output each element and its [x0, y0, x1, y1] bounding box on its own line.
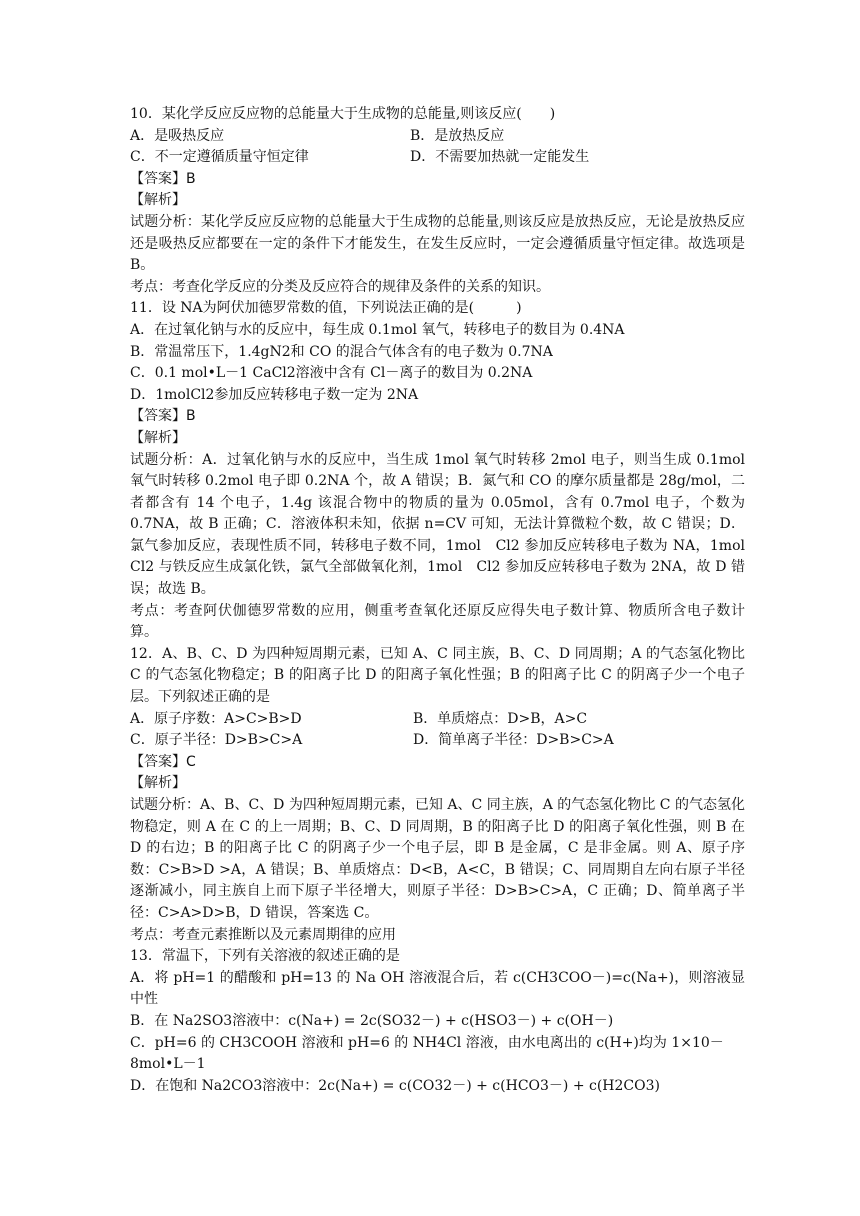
q10-option-b: B．是放热反应 — [410, 127, 505, 144]
q10-answer: 【答案】B — [130, 170, 196, 187]
q12-option-b: B．单质熔点：D>B，A>C — [413, 710, 588, 727]
q12-options-row-1 — [130, 709, 745, 731]
q10-analysis-label: 【解析】 — [130, 192, 186, 209]
q13-stem: 13．常温下，下列有关溶液的叙述正确的是 — [130, 948, 400, 965]
q12-option-d: D．简单离子半径：D>B>C>A — [413, 732, 614, 749]
q11-stem: 11．设 NA为阿伏加德罗常数的值，下列说法正确的是( ) — [130, 300, 522, 317]
q10-option-a: A．是吸热反应 — [130, 127, 225, 144]
q11-option-c: C．0.1 mol•L－1 CaCl2溶液中含有 Cl－离子的数目为 0.2NA — [130, 365, 533, 382]
q11-answer: 【答案】B — [130, 408, 196, 425]
q12-analysis-label: 【解析】 — [130, 775, 186, 792]
q10-options-row-2 — [130, 147, 745, 169]
q13-option-b: B．在 Na2SO3溶液中：c(Na+) = 2c(SO32－) + c(HSO3－) + c(OH－) — [130, 1012, 614, 1029]
q13-option-a: A．将 pH=1 的醋酸和 pH=13 的 Na OH 溶液混合后，若 c(CH3COO－)=c(Na+)，则溶液显中性 — [130, 969, 745, 1008]
q11-option-d: D．1molCl2参加反应转移电子数一定为 2NA — [130, 386, 419, 403]
q12-option-a: A．原子序数：A>C>B>D — [130, 710, 302, 727]
q11-option-a: A．在过氧化钠与水的反应中，每生成 0.1mol 氧气，转移电子的数目为 0.4NA — [130, 321, 625, 338]
q10-option-d: D．不需要加热就一定能发生 — [410, 149, 590, 166]
q10-options-row-1 — [130, 126, 745, 148]
q12-answer: 【答案】C — [130, 753, 196, 770]
q10-option-c: C．不一定遵循质量守恒定律 — [130, 149, 309, 166]
q12-option-c: C．原子半径：D>B>C>A — [130, 732, 303, 749]
q12-stem: 12．A、B、C、D 为四种短周期元素，已知 A、C 同主族，B、C、D 同周期；A 的气态氢化物比 C 的气态氢化物稳定；B 的阳离子比 D 的阳离子氧化性强；B 的阳离子比 C 的阴离子少一个电子层。下列叙述正确的是 — [130, 645, 745, 706]
q10-exam-point: 考点：考查化学反应的分类及反应符合的规律及条件的关系的知识。 — [130, 278, 550, 295]
q10-stem: 10．某化学反应反应物的总能量大于生成物的总能量,则该反应( ) — [130, 106, 556, 122]
q12-options-row-2 — [130, 730, 745, 752]
q11-analysis: 试题分析：A．过氧化钠与水的反应中，当生成 1mol 氧气时转移 2mol 电子，则当生成 0.1mol 氧气时转移 0.2mol 电子即 0.2NA 个，故 A 错误；B．氮气和 CO 的摩尔质量都是 28g/mol，二者都含有 14 个电子，1.4g 该混合物中的物质的量为 0.05mol，含有 0.7mol 电子，个数为 0.7NA，故 B 正确；C．溶液体积未知，依据 n=CV 可知，无法计算微粒个数，故 C 错误；D．氯气参加反应，表现性质不同，转移电子数不同，1mol Cl2 参加反应转移电子数为 NA，1mol Cl2 与铁反应生成氯化铁，氯气全部做氧化剂，1mol Cl2 参加反应转移电子数为 2NA，故 D 错误；故选 B。 — [130, 451, 759, 598]
q11-option-b: B．常温常压下，1.4gN2和 CO 的混合气体含有的电子数为 0.7NA — [130, 343, 553, 360]
q10-analysis: 试题分析：某化学反应反应物的总能量大于生成物的总能量,则该反应是放热反应，无论是放热反应还是吸热反应都要在一定的条件下才能发生，在发生反应时，一定会遵循质量守恒定律。故选项是B。 — [130, 213, 745, 274]
q13-option-d: D．在饱和 Na2CO3溶液中：2c(Na+) = c(CO32－) + c(HCO3－) + c(H2CO3) — [130, 1077, 660, 1094]
document-page — [130, 104, 759, 1097]
q12-exam-point: 考点：考查元素推断以及元素周期律的应用 — [130, 926, 396, 943]
q13-option-c: C．pH=6 的 CH3COOH 溶液和 pH=6 的 NH4Cl 溶液，由水电离出的 c(H+)均为 1×10－8mol•L－1 — [130, 1034, 724, 1073]
q12-analysis: 试题分析：A、B、C、D 为四种短周期元素，已知 A、C 同主族，A 的气态氢化物比 C 的气态氢化物稳定，则 A 在 C 的上一周期；B、C、D 同周期，B 的阳离子比 D 的阳离子氧化性强，则 B 在 D 的右边；B 的阳离子比 C 的阴离子少一个电子层，即 B 是金属，C 是非金属。则 A、原子序数：C>B>D >A，A 错误；B、单质熔点：D<B，A<C，B 错误；C、同周期自左向右原子半径逐渐减小，同主族自上而下原子半径增大，则原子半径：D>B>C>A，C 正确；D、简单离子半径：C>A>D>B，D 错误，答案选 C。 — [130, 797, 745, 921]
q11-exam-point: 考点：考查阿伏伽德罗常数的应用，侧重考查氧化还原反应得失电子数计算、物质所含电子数计算。 — [130, 602, 745, 641]
q11-analysis-label: 【解析】 — [130, 429, 186, 446]
